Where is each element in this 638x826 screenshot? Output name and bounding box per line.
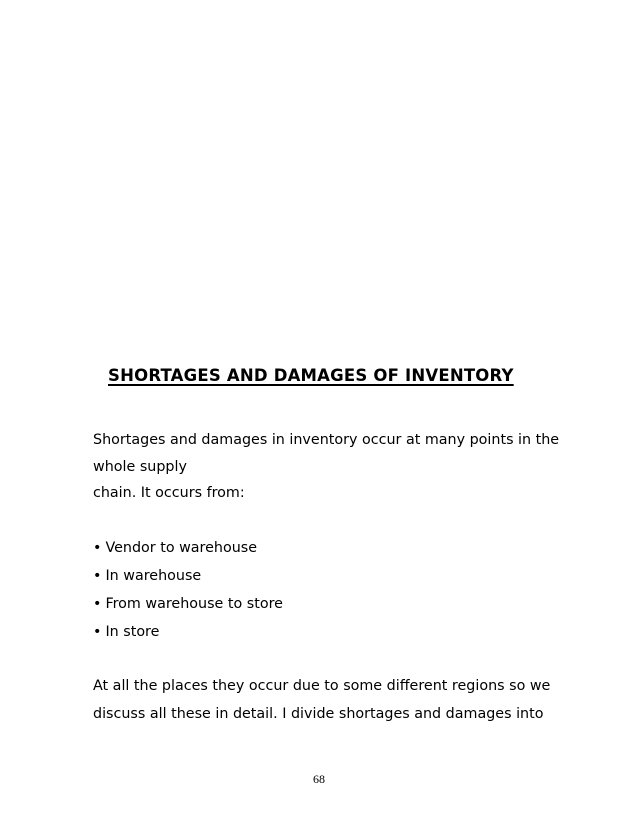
list-item-text: In warehouse	[105, 568, 202, 584]
list-item	[93, 623, 283, 651]
list-item-text: In store	[105, 624, 160, 640]
page-number: 68	[313, 772, 325, 786]
list-item-text: From warehouse to store	[105, 596, 283, 612]
bullet-icon: •	[93, 540, 102, 556]
bullet-icon: •	[93, 568, 102, 584]
list-item-text: Vendor to warehouse	[105, 540, 258, 556]
list-item	[93, 567, 283, 595]
intro-line: whole supply	[93, 459, 187, 475]
closing-line: At all the places they occur due to some different regions so we	[93, 678, 551, 694]
closing-line: discuss all these in detail. I divide shortages and damages into	[93, 706, 544, 722]
bullet-icon: •	[93, 624, 102, 640]
section-heading: SHORTAGES AND DAMAGES OF INVENTORY	[108, 366, 514, 385]
list-item	[93, 595, 283, 623]
intro-line: chain. It occurs from:	[93, 485, 245, 501]
list-item	[93, 539, 283, 567]
bullet-icon: •	[93, 596, 102, 612]
bullet-list	[93, 539, 283, 651]
intro-line: Shortages and damages in inventory occur at many points in the	[93, 432, 560, 448]
